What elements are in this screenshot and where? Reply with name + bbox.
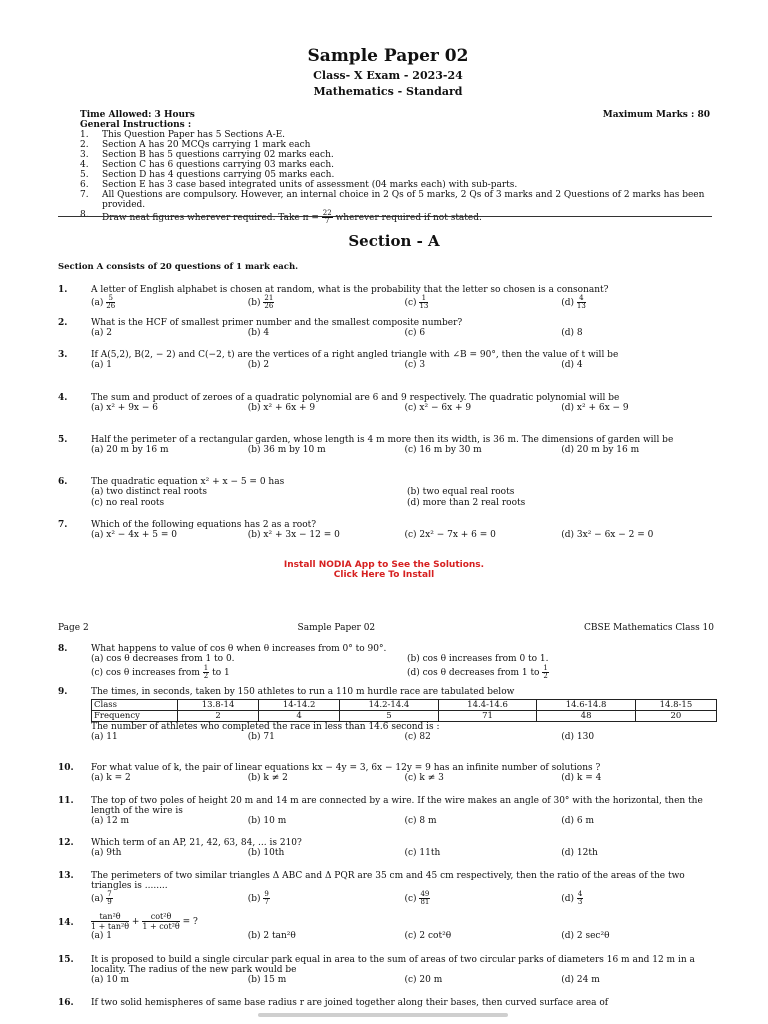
- option-d: (d) 8: [561, 328, 583, 338]
- time-allowed: Time Allowed: 3 Hours: [80, 110, 195, 120]
- instruction-item: 3. Section B has 5 questions carrying 02 marks each.: [80, 150, 334, 160]
- question-10: 10. For what value of k, the pair of linear equations kx − 4y = 3, 6x − 12y = 9 has an infinite number of solutions ? (a) k = 2 (b) k ≠ 2 (c) k ≠ 3 (d) k = 4: [58, 763, 718, 784]
- option-b: (b) 36 m by 10 m: [247, 445, 326, 455]
- option-d: (d) cos θ decreases from 1 to $\frac{1}{2}$: [407, 664, 548, 680]
- option-a: (a) x² + 9x − 6: [91, 403, 158, 413]
- option-c: (c) no real roots: [91, 498, 165, 508]
- option-b: (b) k ≠ 2: [247, 773, 288, 783]
- instruction-item: 7. All Questions are compulsory. However, an internal choice in 2 Qs of 5 marks, 2 Qs of 3 marks and 2 Questions of 2 marks has been provided.: [80, 190, 705, 210]
- general-instructions: [80, 110, 710, 225]
- option-b: (b) two equal real roots: [407, 487, 515, 497]
- option-c: (c) 8 m: [404, 816, 437, 826]
- table-cell: Class: [92, 700, 178, 711]
- table-cell: 13.8-14: [178, 700, 259, 711]
- table-cell: 20: [635, 711, 716, 722]
- pi-fraction: $\frac{22}{7}$: [322, 209, 332, 225]
- instruction-item: 4. Section C has 6 questions carrying 03 marks each.: [80, 160, 335, 170]
- option-a: (a) x² − 4x + 5 = 0: [91, 530, 177, 540]
- running-subject: CBSE Mathematics Class 10: [583, 623, 714, 633]
- option-d: (d) 12th: [561, 848, 598, 858]
- page-number: Page 2: [58, 623, 89, 633]
- option-a: (a) cos θ decreases from 1 to 0.: [91, 654, 235, 664]
- option-b: (b) cos θ increases from 0 to 1.: [407, 654, 549, 664]
- option-d: (d) k = 4: [561, 773, 602, 783]
- question-11: 11. The top of two poles of height 20 m and 14 m are connected by a wire. If the wire makes an angle of 30° with the horizontal, then the length of the wire is (a) 12 m (b) 10 m (c) 8 m (d) 6 m: [58, 796, 718, 827]
- option-a: (a) $\frac{5}{26}$: [91, 294, 116, 310]
- table-cell: 2: [178, 711, 259, 722]
- option-d: (d) 3x² − 6x − 2 = 0: [561, 530, 654, 540]
- table-cell: 71: [438, 711, 537, 722]
- option-a: (a) $\frac{7}{9}$: [91, 890, 112, 906]
- option-b: (b) x² + 3x − 12 = 0: [247, 530, 340, 540]
- option-c: (c) 20 m: [404, 975, 443, 985]
- time-marks-row: [80, 110, 710, 120]
- table-cell: 14.6-14.8: [537, 700, 636, 711]
- option-d: (d) $\frac{4}{3}$: [561, 890, 583, 906]
- options: [91, 773, 718, 784]
- instruction-item: 2. Section A has 20 MCQs carrying 1 mark each: [80, 140, 311, 150]
- question-14: 14. $\frac{\text{tan²θ}}{\text{1 + tan²θ}}$ + $\frac{\text{cot²θ}}{\text{1 + cot²θ}}$ = ? (a) 1 (b) 2 tan²θ (c) 2 cot²θ (d) 2 sec²θ: [58, 912, 718, 942]
- table-cell: 14-14.2: [259, 700, 340, 711]
- question-5: 5. Half the perimeter of a rectangular garden, whose length is 4 m more then its width, is 36 m. The dimensions of garden will be (a) 20 m by 16 m (b) 36 m by 10 m (c) 16 m by 30 m (d) 20 m by 16 m: [58, 435, 718, 456]
- table-row: [92, 700, 717, 711]
- option-c: (c) 16 m by 30 m: [404, 445, 482, 455]
- option-b: (b) 2 tan²θ: [247, 931, 296, 941]
- paper-title: Sample Paper 02: [307, 46, 469, 66]
- frequency-table: [91, 699, 717, 722]
- table-cell: 48: [537, 711, 636, 722]
- table-cell: Frequency: [92, 711, 178, 722]
- options: [91, 530, 718, 541]
- option-b: (b) 15 m: [247, 975, 287, 985]
- question-3: 3. If A(5,2), B(2, − 2) and C(−2, t) are the vertices of a right angled triangle with ∠B = 90°, then the value of t will be (a) 1 (b) 2 (c) 3 (d) 4: [58, 350, 718, 371]
- table-cell: 14.8-15: [635, 700, 716, 711]
- option-a: (a) two distinct real roots: [91, 487, 208, 497]
- option-c: (c) $\frac{49}{81}$: [404, 890, 430, 906]
- options: [91, 328, 718, 339]
- instruction-item: 1. This Question Paper has 5 Sections A-E.: [80, 130, 286, 140]
- question-7: 7. Which of the following equations has 2 as a root? (a) x² − 4x + 5 = 0 (b) x² + 3x − 12 = 0 (c) 2x² − 7x + 6 = 0 (d) 3x² − 6x − 2 = 0: [58, 520, 718, 541]
- options: [91, 403, 718, 414]
- option-d: (d) 4: [561, 360, 583, 370]
- question-1: 1. A letter of English alphabet is chosen at random, what is the probability that the letter so chosen is a consonant? (a) $\frac{5}{26}$ (b) $\frac{21}{26}$ (c) $\frac{1}{13}$ (d) $\frac{4}{13}$: [58, 285, 718, 310]
- question-2: 2. What is the HCF of smallest primer number and the smallest composite number? (a) 2 (b) 4 (c) 6 (d) 8: [58, 318, 718, 339]
- options: [91, 654, 718, 680]
- options: [91, 732, 718, 743]
- question-4: 4. The sum and product of zeroes of a quadratic polynomial are 6 and 9 respectively. The quadratic polynomial will be (a) x² + 9x − 6 (b) x² + 6x + 9 (c) x² − 6x + 9 (d) x² + 6x − 9: [58, 393, 718, 414]
- maximum-marks: Maximum Marks : 80: [602, 110, 710, 120]
- options: [91, 360, 718, 371]
- option-a: (a) 1: [91, 931, 112, 941]
- question-13: 13. The perimeters of two similar triangles Δ ABC and Δ PQR are 35 cm and 45 cm respectively, then the ratio of the areas of the two triangles is ........ (a) $\frac{7}{9}$ (b) $\frac{9}{7}$ (c) $\frac{49}{81}$ (d) $\frac{4}{3}$: [58, 871, 718, 906]
- option-a: (a) 2: [91, 328, 112, 338]
- option-b: (b) 4: [247, 328, 270, 338]
- option-b: (b) x² + 6x + 9: [247, 403, 316, 413]
- option-b: (b) $\frac{9}{7}$: [247, 890, 269, 906]
- option-c: (c) $\frac{1}{13}$: [404, 294, 429, 310]
- paper-header: [0, 46, 768, 98]
- table-cell: 4: [259, 711, 340, 722]
- options: [91, 816, 718, 827]
- option-a: (a) 1: [91, 360, 112, 370]
- running-title: Sample Paper 02: [297, 623, 376, 633]
- instructions-list: [80, 130, 710, 225]
- option-a: (a) 12 m: [91, 816, 130, 826]
- instructions-heading: General Instructions :: [80, 120, 192, 130]
- option-d: (d) 24 m: [561, 975, 600, 985]
- question-9: 9. The times, in seconds, taken by 150 athletes to run a 110 m hurdle race are tabulated below Class 13.8-14 14-14.2 14.2-14.4 14.4-14.6 14.6-14.8 14.8-15 Frequency 2 4 5 71 48 20 The number of athletes who completed the race in less than 14.6 second is : (a) 11 (b) 71 (c) 82 (d) 130: [58, 687, 718, 743]
- option-c: (c) 82: [404, 732, 431, 742]
- options: [91, 891, 718, 906]
- subject-line: Mathematics - Standard: [313, 85, 463, 98]
- options: [91, 931, 718, 942]
- option-c: (c) k ≠ 3: [404, 773, 444, 783]
- option-d: (d) 6 m: [561, 816, 595, 826]
- instruction-item: 6. Section E has 3 case based integrated units of assessment (04 marks each) with sub-parts.: [80, 180, 518, 190]
- options: [91, 445, 718, 456]
- option-c: (c) 2 cot²θ: [404, 931, 452, 941]
- option-a: (a) 20 m by 16 m: [91, 445, 169, 455]
- option-b: (b) 71: [247, 732, 275, 742]
- table-cell: 14.2-14.4: [340, 700, 439, 711]
- trig-expression: $\frac{\text{tan²θ}}{\text{1 + tan²θ}}$ + $\frac{\text{cot²θ}}{\text{1 + cot²θ}}$ = ?: [91, 912, 198, 931]
- option-b: (b) 2: [247, 360, 270, 370]
- install-app-link[interactable]: Install NODIA App to See the Solutions. Click Here To Install: [283, 560, 485, 580]
- option-b: (b) $\frac{21}{26}$: [247, 294, 274, 310]
- question-15: 15. It is proposed to build a single circular park equal in area to the sum of areas of two circular parks of diameters 16 m and 12 m in a locality. The radius of the new park would be (a) 10 m (b) 15 m (c) 20 m (d) 24 m: [58, 955, 718, 986]
- options: [91, 975, 718, 986]
- options: [91, 848, 718, 859]
- section-note: Section A consists of 20 questions of 1 mark each.: [58, 262, 299, 272]
- option-d: (d) 2 sec²θ: [561, 931, 610, 941]
- option-d: (d) 20 m by 16 m: [561, 445, 640, 455]
- option-d: (d) more than 2 real roots: [407, 498, 526, 508]
- option-c: (c) 6: [404, 328, 426, 338]
- option-a: (a) 11: [91, 732, 118, 742]
- section-title: Section - A: [348, 232, 440, 250]
- option-c: (c) 11th: [404, 848, 441, 858]
- option-b: (b) 10 m: [247, 816, 287, 826]
- question-12: 12. Which term of an AP, 21, 42, 63, 84, ... is 210? (a) 9th (b) 10th (c) 11th (d) 12th: [58, 838, 718, 859]
- option-c: (c) x² − 6x + 9: [404, 403, 472, 413]
- options: [91, 487, 718, 509]
- option-c: (c) cos θ increases from $\frac{1}{2}$ to 1: [91, 664, 230, 680]
- option-a: (a) k = 2: [91, 773, 131, 783]
- page-2-header: [58, 623, 714, 633]
- option-b: (b) 10th: [247, 848, 285, 858]
- instruction-item: 8. Draw neat figures wherever required. Take π = $\frac{22}{7}$ wherever required if not stated.: [80, 209, 482, 225]
- table-row: [92, 711, 717, 722]
- instruction-item: 5. Section D has 4 questions carrying 05 marks each.: [80, 170, 335, 180]
- scrollbar[interactable]: [258, 1013, 508, 1017]
- table-cell: 5: [340, 711, 439, 722]
- option-c: (c) 3: [404, 360, 426, 370]
- option-d: (d) x² + 6x − 9: [561, 403, 629, 413]
- option-a: (a) 9th: [91, 848, 122, 858]
- option-d: (d) $\frac{4}{13}$: [561, 294, 586, 310]
- table-cell: 14.4-14.6: [438, 700, 537, 711]
- divider: [58, 216, 712, 217]
- option-d: (d) 130: [561, 732, 595, 742]
- options: [91, 295, 718, 310]
- class-line: Class- X Exam - 2023-24: [313, 69, 463, 82]
- question-16: 16. If two solid hemispheres of same base radius r are joined together along their bases, then curved surface area of: [58, 998, 609, 1007]
- question-8: 8. What happens to value of cos θ when θ increases from 0° to 90°. (a) cos θ decreases from 1 to 0. (b) cos θ increases from 0 to 1. (c) cos θ increases from $\frac{1}{2}$ to 1 (d) cos θ decreases from 1 to $\frac{1}{2}$: [58, 644, 718, 680]
- option-c: (c) 2x² − 7x + 6 = 0: [404, 530, 496, 540]
- question-6: 6. The quadratic equation x² + x − 5 = 0 has (a) two distinct real roots (b) two equal real roots (c) no real roots (d) more than 2 real roots: [58, 477, 718, 509]
- option-a: (a) 10 m: [91, 975, 130, 985]
